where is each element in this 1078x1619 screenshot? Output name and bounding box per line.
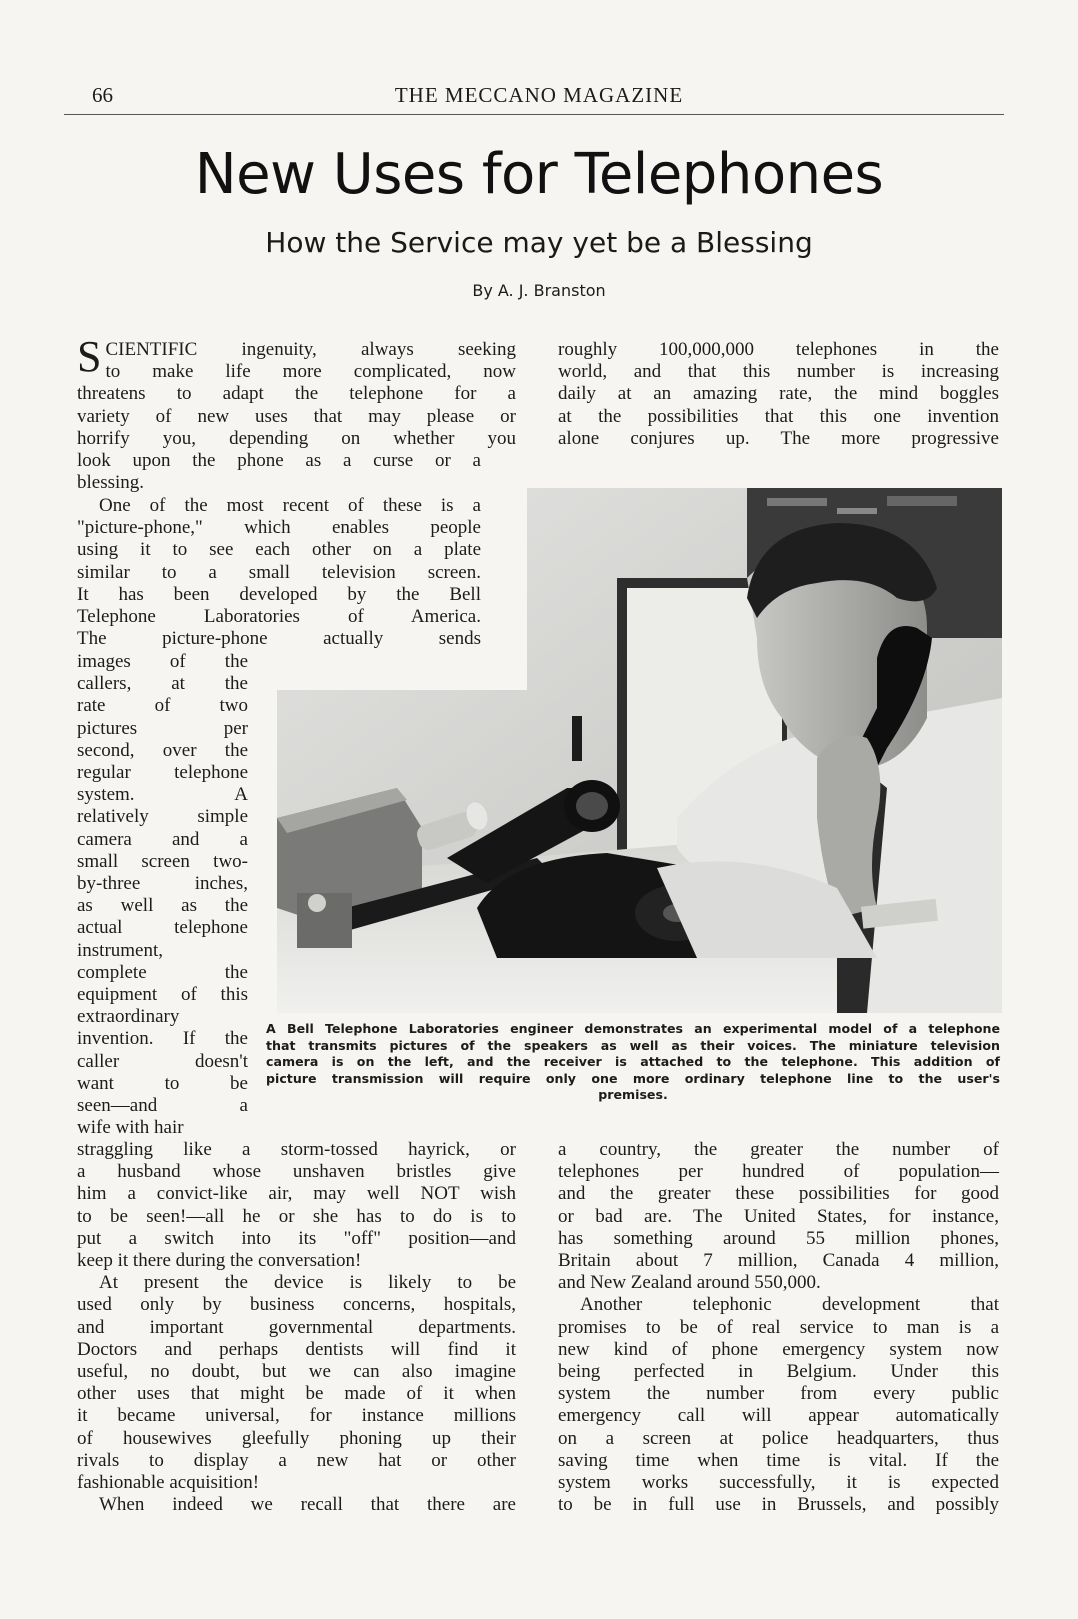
text-line: One of the most recent of these is a: [99, 495, 481, 516]
text-line: or bad are. The United States, for instance,: [558, 1205, 999, 1227]
text-line: him a convict-like air, may well NOT wish: [77, 1183, 516, 1205]
drop-cap: S: [77, 332, 102, 381]
text-line: extraordinary: [77, 1006, 180, 1028]
text-line: second, over the: [77, 739, 248, 761]
text-line: straggling like a storm-tossed hayrick, or: [77, 1139, 516, 1160]
text-line: callers, at the: [77, 673, 248, 695]
text-line: to make life more complicated, now: [105, 361, 516, 383]
text-line: other uses that might be made of it when: [77, 1383, 516, 1405]
text-line: alone conjures up. The more progressive: [558, 427, 999, 449]
col1-bottom-text: [77, 1139, 516, 1516]
header-rule: [64, 114, 1004, 115]
text-line: When indeed we recall that there are: [99, 1494, 516, 1516]
text-line: a country, the greater the number of: [558, 1139, 999, 1160]
text-line: saving time when time is vital. If the: [558, 1449, 999, 1471]
text-line: variety of new uses that may please or: [77, 405, 516, 427]
text-line: fashionable acquisition!: [77, 1472, 260, 1494]
caption-line: camera is on the left, and the receiver is attached to the telephone. This addition of: [266, 1054, 1000, 1069]
text-line: small screen two-: [77, 850, 248, 872]
text-line: invention. If the: [77, 1028, 248, 1050]
text-line: instrument,: [77, 939, 164, 961]
caption-line: premises.: [598, 1087, 668, 1102]
text-line: world, and that this number is increasing: [558, 361, 999, 383]
text-line: new kind of phone emergency system now: [558, 1338, 999, 1360]
text-line: using it to see each other on a plate: [77, 539, 481, 561]
col1-narrow-text: [77, 651, 248, 1139]
text-line: horrify you, depending on whether you: [77, 427, 516, 449]
text-line: at the possibilities that this one invention: [558, 405, 999, 427]
text-line: blessing.: [77, 472, 145, 494]
text-line: Britain about 7 million, Canada 4 million,: [558, 1250, 999, 1272]
text-line: wife with hair: [77, 1117, 184, 1139]
text-line: actual telephone: [77, 917, 248, 939]
text-line: Doctors and perhaps dentists will find it: [77, 1338, 516, 1360]
text-line: used only by business concerns, hospitals,: [77, 1294, 516, 1316]
page-number: 66: [92, 83, 113, 107]
text-line: a husband whose unshaven bristles give: [77, 1161, 516, 1183]
text-line: Another telephonic development that: [580, 1294, 999, 1316]
text-line: by-three inches,: [77, 873, 248, 895]
text-line: seen—and a: [77, 1095, 248, 1117]
text-line: At present the device is likely to be: [99, 1272, 516, 1294]
text-line: has something around 55 million phones,: [558, 1227, 999, 1249]
text-line: camera and a: [77, 828, 248, 850]
telephone-photo: [277, 488, 1002, 1013]
text-line: Telephone Laboratories of America.: [77, 606, 481, 628]
col2-top-text: [558, 339, 999, 450]
text-line: of housewives gleefully phoning up their: [77, 1427, 516, 1449]
text-line: and New Zealand around 550,000.: [558, 1272, 821, 1294]
text-line: telephones per hundred of population—: [558, 1161, 999, 1183]
article-title: New Uses for Telephones: [194, 142, 884, 207]
text-line: system. A: [77, 784, 248, 806]
text-line: roughly 100,000,000 telephones in the: [558, 339, 999, 360]
text-line: regular telephone: [77, 762, 248, 784]
caption-line: that transmits pictures of the speakers as well as their voices. The miniature television: [266, 1037, 1000, 1053]
text-line: complete the: [77, 961, 248, 983]
text-line: to be in full use in Brussels, and possibly: [558, 1494, 999, 1516]
text-line: relatively simple: [77, 806, 248, 828]
text-line: rate of two: [77, 695, 248, 717]
text-line: The picture-phone actually sends: [77, 628, 481, 650]
text-line: and the greater these possibilities for good: [558, 1183, 999, 1205]
text-line: "picture-phone," which enables people: [77, 517, 481, 539]
text-line: and important governmental departments.: [77, 1316, 516, 1338]
text-line: rivals to display a new hat or other: [77, 1449, 516, 1471]
article-byline: By A. J. Branston: [472, 281, 606, 300]
col2-bottom-text: [558, 1139, 999, 1516]
text-line: daily at an amazing rate, the mind boggles: [558, 383, 999, 405]
text-line: emergency call will appear automatically: [558, 1405, 999, 1427]
text-line: similar to a small television screen.: [77, 561, 481, 583]
text-line: It has been developed by the Bell: [77, 583, 481, 605]
article-subtitle: How the Service may yet be a Blessing: [265, 226, 813, 259]
photo-caption: [266, 1021, 1000, 1104]
text-line: promises to be of real service to man is a: [558, 1316, 999, 1338]
col1-top-text: [77, 332, 516, 494]
caption-line: A Bell Telephone Laboratories engineer demonstrates an experimental model of a telephone: [266, 1021, 1000, 1036]
text-line: system the number from every public: [558, 1383, 999, 1405]
text-line: useful, no doubt, but we can also imagine: [77, 1361, 516, 1383]
text-line: caller doesn't: [77, 1050, 248, 1072]
text-line: SCIENTIFIC ingenuity, always seeking: [77, 332, 516, 381]
text-line: want to be: [77, 1072, 248, 1094]
text-line: being perfected in Belgium. Under this: [558, 1361, 999, 1383]
text-line: equipment of this: [77, 984, 248, 1006]
text-line: it became universal, for instance millions: [77, 1405, 516, 1427]
text-line: keep it there during the conversation!: [77, 1250, 362, 1272]
text-line: system works successfully, it is expected: [558, 1472, 999, 1494]
text-line: look upon the phone as a curse or a: [77, 450, 481, 472]
text-line: on a screen at police headquarters, thus: [558, 1427, 999, 1449]
text-line: images of the: [77, 651, 248, 672]
text-line: pictures per: [77, 717, 248, 739]
caption-line: picture transmission will require only one more ordinary telephone line to the user's: [266, 1070, 1000, 1086]
running-header: THE MECCANO MAGAZINE: [394, 83, 684, 107]
text-line: to be seen!—all he or she has to do is to: [77, 1205, 516, 1227]
text-line: as well as the: [77, 895, 248, 917]
text-line: put a switch into its "off" position—and: [77, 1227, 516, 1249]
text-line: threatens to adapt the telephone for a: [77, 383, 516, 405]
